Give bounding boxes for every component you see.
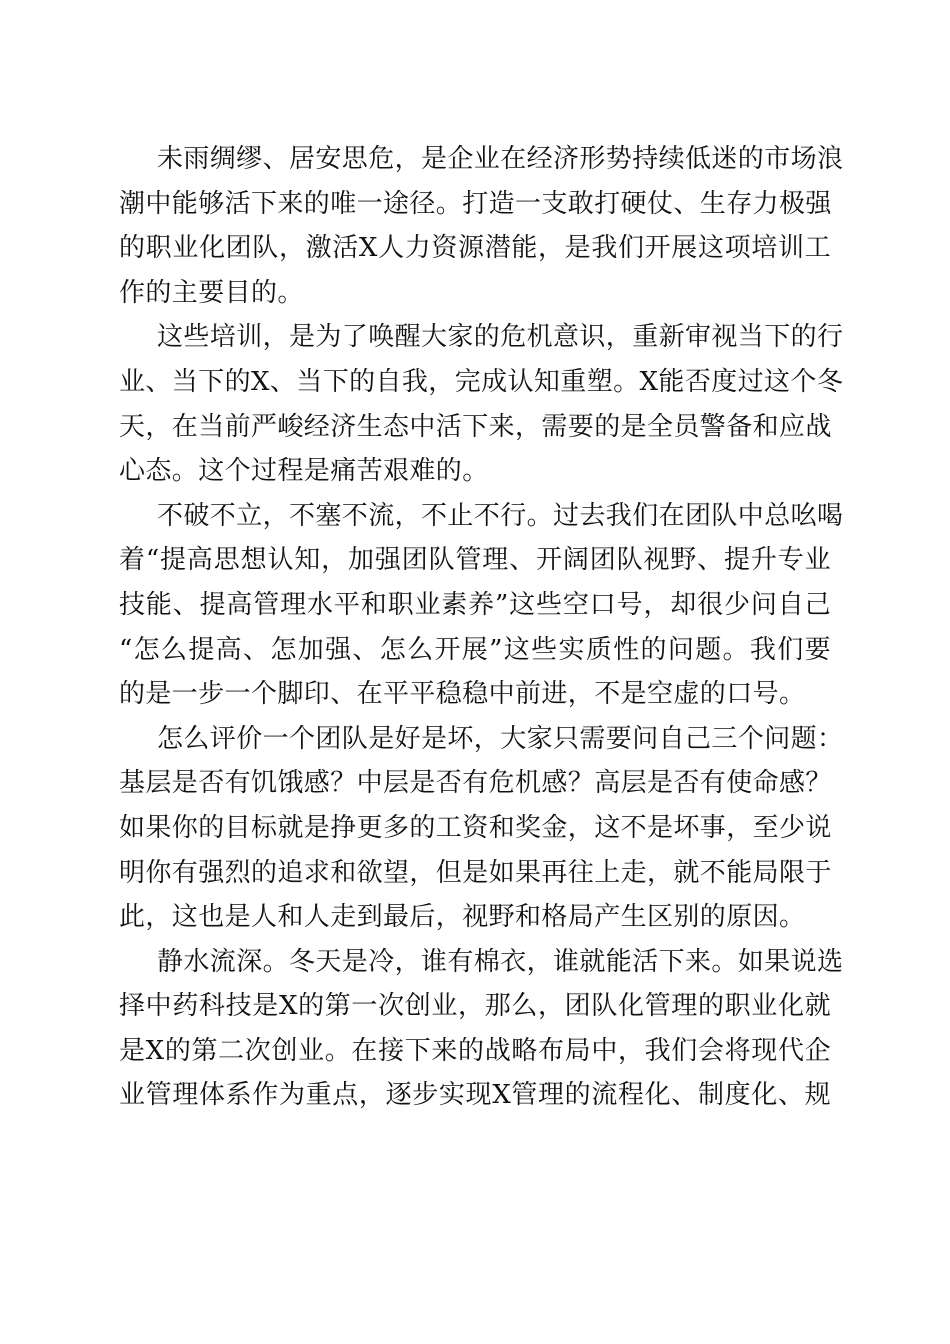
text-line: 基层是否有饥饿感？中层是否有危机感？高层是否有使命感？ [119, 768, 832, 799]
text-line: 着“提高思想认知，加强团队管理、开阔团队视野、提升专业 [119, 545, 831, 576]
text-line: 是X的第二次创业。在接下来的战略布局中，我们会将现代企 [119, 1035, 831, 1066]
paragraph-1 [119, 137, 844, 315]
text-line: 怎么评价一个团队是好是坏，大家只需要问自己三个问题： [157, 723, 844, 754]
paragraph-5 [119, 940, 844, 1118]
paragraph-4 [119, 717, 844, 940]
text-line: 明你有强烈的追求和欲望，但是如果再往上走，就不能局限于 [119, 857, 832, 888]
text-line: 择中药科技是X的第一次创业，那么，团队化管理的职业化就 [119, 991, 831, 1022]
text-line: 此，这也是人和人走到最后，视野和格局产生区别的原因。 [119, 902, 806, 933]
text-line: 如果你的目标就是挣更多的工资和奖金，这不是坏事，至少说 [119, 812, 832, 843]
paragraph-2 [119, 315, 844, 493]
text-line: 的是一步一个脚印、在平平稳稳中前进，不是空虚的口号。 [119, 679, 806, 710]
text-line: 作的主要目的。 [119, 277, 304, 308]
text-line: 业管理体系作为重点，逐步实现X管理的流程化、制度化、规 [119, 1080, 831, 1111]
text-line: “怎么提高、怎加强、怎么开展”这些实质性的问题。我们要 [119, 634, 831, 665]
text-line: 心态。这个过程是痛苦艰难的。 [119, 456, 489, 487]
document-body [119, 137, 844, 1118]
text-line: 不破不立，不塞不流，不止不行。过去我们在团队中总吆喝 [157, 500, 844, 531]
text-line: 未雨绸缪、居安思危，是企业在经济形势持续低迷的市场浪 [157, 144, 844, 174]
text-line: 天，在当前严峻经济生态中活下来，需要的是全员警备和应战 [119, 411, 832, 442]
text-line: 静水流深。冬天是冷，谁有棉衣，谁就能活下来。如果说选 [157, 946, 844, 977]
text-line: 这些培训，是为了唤醒大家的危机意识，重新审视当下的行 [157, 322, 844, 353]
paragraph-3 [119, 494, 844, 717]
text-line: 技能、提高管理水平和职业素养”这些空口号，却很少问自己 [119, 589, 831, 620]
text-line: 潮中能够活下来的唯一途径。打造一支敢打硬仗、生存力极强 [119, 188, 832, 219]
text-line: 业、当下的X、当下的自我，完成认知重塑。X能否度过这个冬 [119, 366, 844, 397]
text-line: 的职业化团队，激活X人力资源潜能，是我们开展这项培训工 [119, 233, 831, 264]
